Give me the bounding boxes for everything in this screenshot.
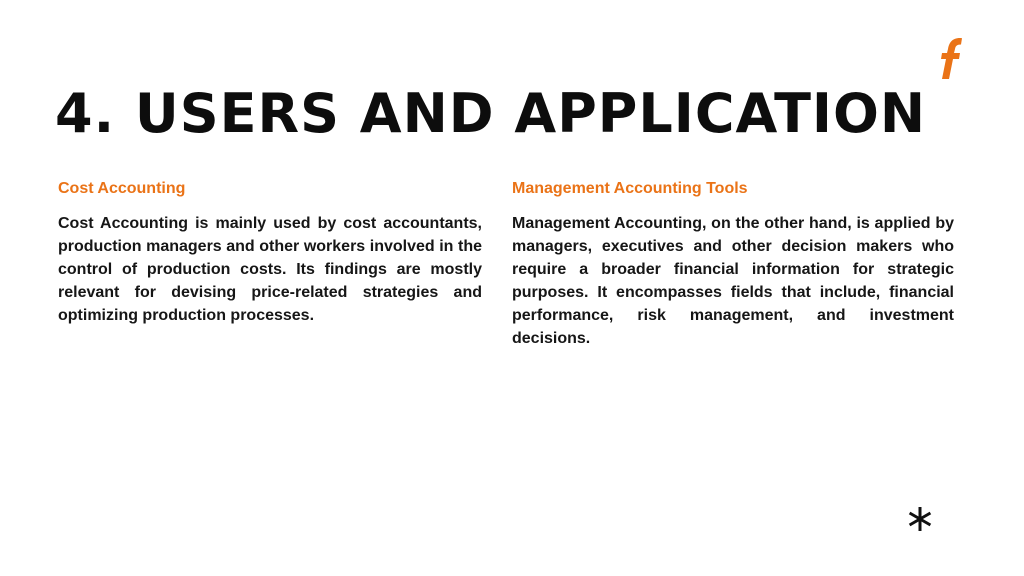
page-title: 4. USERS AND APPLICATION (55, 82, 927, 145)
f-logo-icon (938, 34, 970, 82)
cost-accounting-section (58, 178, 482, 327)
asterisk-icon (906, 505, 934, 533)
cost-accounting-body: Cost Accounting is mainly used by cost accountants, production managers and other workers involved in the control of production costs. Its findings are mostly relevant for devising price-related strategies and optimizing production processes. (58, 215, 482, 324)
cost-accounting-heading: Cost Accounting (58, 180, 186, 197)
management-accounting-section (512, 178, 954, 350)
management-accounting-body: Management Accounting, on the other hand, is applied by managers, executives and other decision makers who require a broader financial information for strategic purposes. It encompasses fields that include, financial performance, risk management, and investment decisions. (512, 215, 954, 347)
management-accounting-heading: Management Accounting Tools (512, 180, 748, 197)
